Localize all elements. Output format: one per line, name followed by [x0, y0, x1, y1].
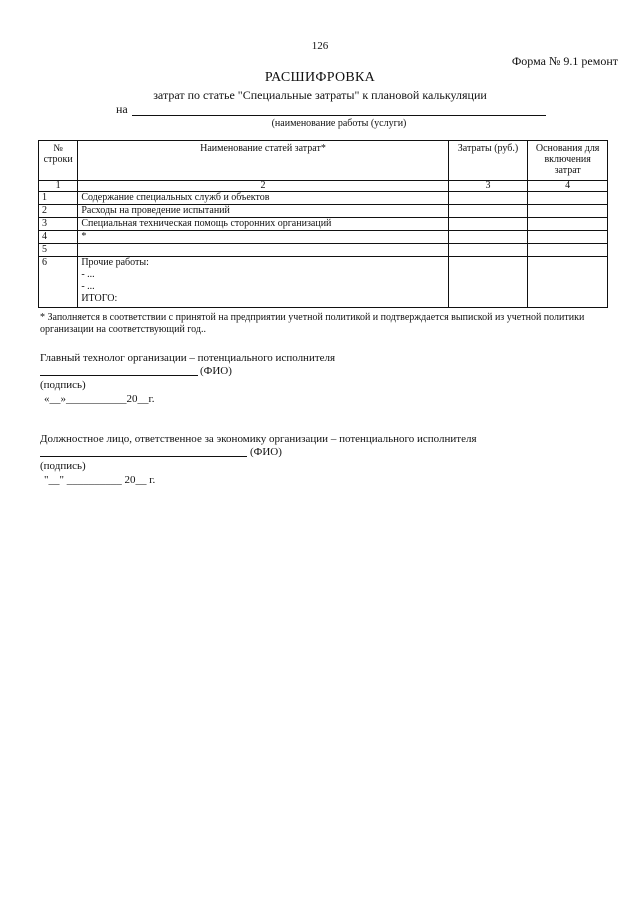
basis-cell — [528, 205, 608, 218]
econ-signer-role: Должностное лицо, ответственное за экономику организации – потенциального исполнителя — [40, 433, 477, 445]
table-row — [39, 231, 608, 244]
row-number: 5 — [39, 244, 78, 257]
column-number: 4 — [528, 181, 608, 192]
work-name-line — [132, 115, 546, 116]
basis-cell — [528, 257, 608, 308]
form-label: Форма № 9.1 ремонт — [511, 54, 618, 68]
basis-cell — [528, 244, 608, 257]
other-works-cell — [78, 257, 448, 308]
header-cost: Затраты (руб.) — [448, 141, 528, 181]
row-number: 2 — [39, 205, 78, 218]
cost-cell — [448, 244, 528, 257]
table-header-row — [39, 141, 608, 181]
header-cost-item-name: Наименование статей затрат* — [78, 141, 448, 181]
basis-cell — [528, 218, 608, 231]
row-number: 4 — [39, 231, 78, 244]
econ-signature-line — [40, 456, 247, 457]
work-label: на — [116, 102, 128, 116]
other-works-item: - ... — [81, 269, 95, 280]
cost-item-name: Содержание специальных служб и объектов — [78, 192, 448, 205]
work-name-caption: (наименование работы (услуги) — [271, 118, 407, 129]
cost-cell — [448, 192, 528, 205]
document-title: РАСШИФРОВКА — [264, 70, 376, 85]
cost-cell — [448, 231, 528, 244]
page-number: 126 — [311, 40, 329, 52]
document-subtitle: затрат по статье "Специальные затраты" к плановой калькуляции — [153, 88, 487, 102]
row-number: 3 — [39, 218, 78, 231]
table-row — [39, 192, 608, 205]
table-row-other-works — [39, 257, 608, 308]
cost-item-name: Расходы на проведение испытаний — [78, 205, 448, 218]
tech-signer-role: Главный технолог организации – потенциального исполнителя — [40, 352, 336, 364]
econ-fio-label: (ФИО) — [250, 446, 282, 458]
other-works-label: Прочие работы: — [81, 257, 149, 268]
header-basis: Основания для включения затрат — [528, 141, 608, 181]
table-row — [39, 244, 608, 257]
basis-cell — [528, 192, 608, 205]
column-number: 2 — [78, 181, 448, 192]
econ-sign-label: (подпись) — [40, 460, 86, 472]
column-number-row — [39, 181, 608, 192]
column-number: 1 — [39, 181, 78, 192]
table-row — [39, 218, 608, 231]
cost-cell — [448, 205, 528, 218]
other-works-item: - ... — [81, 281, 95, 292]
tech-sign-label: (подпись) — [40, 379, 86, 391]
tech-date-line: «__»___________20__г. — [44, 393, 155, 405]
total-label: ИТОГО: — [81, 293, 118, 304]
footnote: * Заполняется в соответствии с принятой на предприятии учетной политикой и подтверждается выпиской из учетной политики организации на соответствующий год.. — [40, 312, 585, 335]
row-number: 6 — [39, 257, 78, 308]
econ-date-line: "__" __________ 20__ г. — [44, 474, 156, 486]
tech-signature-line — [40, 375, 198, 376]
cost-item-name: * — [78, 231, 448, 244]
cost-item-name — [78, 244, 448, 257]
cost-item-name: Специальная техническая помощь сторонних организаций — [78, 218, 448, 231]
basis-cell — [528, 231, 608, 244]
cost-cell — [448, 257, 528, 308]
cost-cell — [448, 218, 528, 231]
table-row — [39, 205, 608, 218]
row-number: 1 — [39, 192, 78, 205]
tech-fio-label: (ФИО) — [200, 365, 232, 377]
cost-breakdown-table — [38, 140, 608, 308]
header-row-number: № строки — [39, 141, 78, 181]
column-number: 3 — [448, 181, 528, 192]
